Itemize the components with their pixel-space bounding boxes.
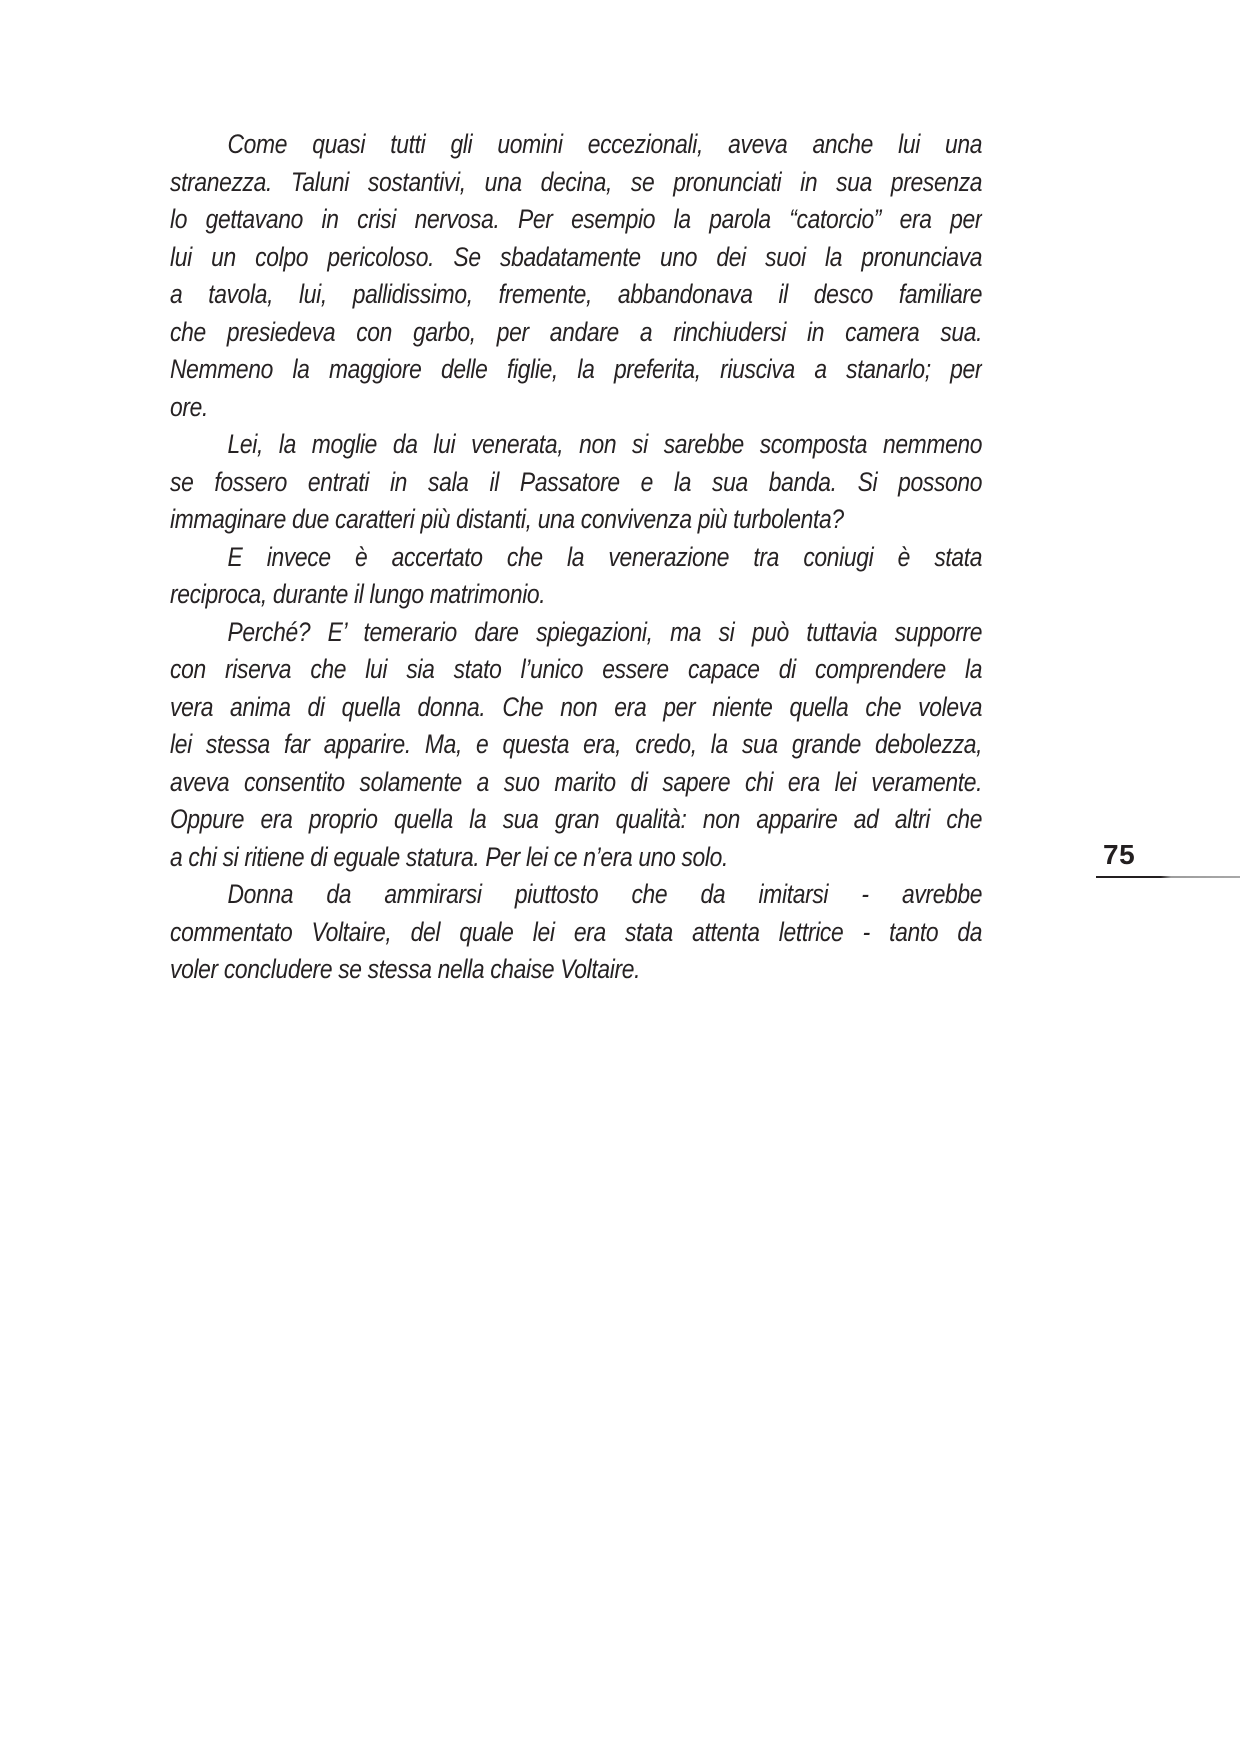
text-line: commentato Voltaire, del quale lei era stata attenta lettrice - tanto da [170,916,983,947]
text-line: che presiedeva con garbo, per andare a rinchiudersi in camera sua. [170,316,983,347]
text-line: vera anima di quella donna. Che non era per niente quella che voleva [170,691,983,722]
text-line: aveva consentito solamente a suo marito di sapere chi era lei veramente. [170,766,983,797]
text-line: Donna da ammirarsi piuttosto che da imitarsi - avrebbe [227,879,983,909]
text-line: se fossero entrati in sala il Passatore e la sua banda. Si possono [170,466,983,497]
text-line: Lei, la moglie da lui venerata, non si sarebbe scomposta nemmeno [227,429,983,459]
text-line: lei stessa far apparire. Ma, e questa era, credo, la sua grande debolezza, [170,729,983,759]
text-line: con riserva che lui sia stato l’unico essere capace di comprendere la [170,654,983,684]
paragraph [170,614,982,877]
text-line: E invece è accertato che la venerazione tra coniugi è stata [227,541,983,572]
paragraph [170,426,982,539]
text-line: stranezza. Taluni sostantivi, una decina, se pronunciati in sua presenza [170,166,983,197]
text-line: a chi si ritiene di eguale statura. Per lei ce n’era uno solo. [170,841,729,872]
text-line: lo gettavano in crisi nervosa. Per esempio la parola “catorcio” era per [170,204,983,234]
body-text [170,126,982,989]
text-line: a tavola, lui, pallidissimo, fremente, abbandonava il desco familiare [170,279,983,309]
text-line: reciproca, durante il lungo matrimonio. [170,579,546,609]
text-line: Nemmeno la maggiore delle figlie, la preferita, riusciva a stanarlo; per [170,354,983,384]
paragraph [170,126,982,426]
paragraph [170,539,982,614]
page-number: 75 [1103,839,1136,870]
text-line: Come quasi tutti gli uomini eccezionali, aveva anche lui una [227,129,983,159]
paragraph [170,876,982,989]
text-line: immaginare due caratteri più distanti, una convivenza più turbolenta? [170,504,844,534]
page-number-rule [1096,876,1240,878]
text-line: Perché? E’ temerario dare spiegazioni, ma si può tuttavia supporre [227,616,983,647]
text-line: Oppure era proprio quella la sua gran qualità: non apparire ad altri che [170,804,983,834]
text-line: voler concludere se stessa nella chaise Voltaire. [170,954,641,984]
text-line: lui un colpo pericoloso. Se sbadatamente uno dei suoi la pronunciava [170,241,983,272]
text-line: ore. [170,391,209,422]
page-marker [1096,838,1240,878]
